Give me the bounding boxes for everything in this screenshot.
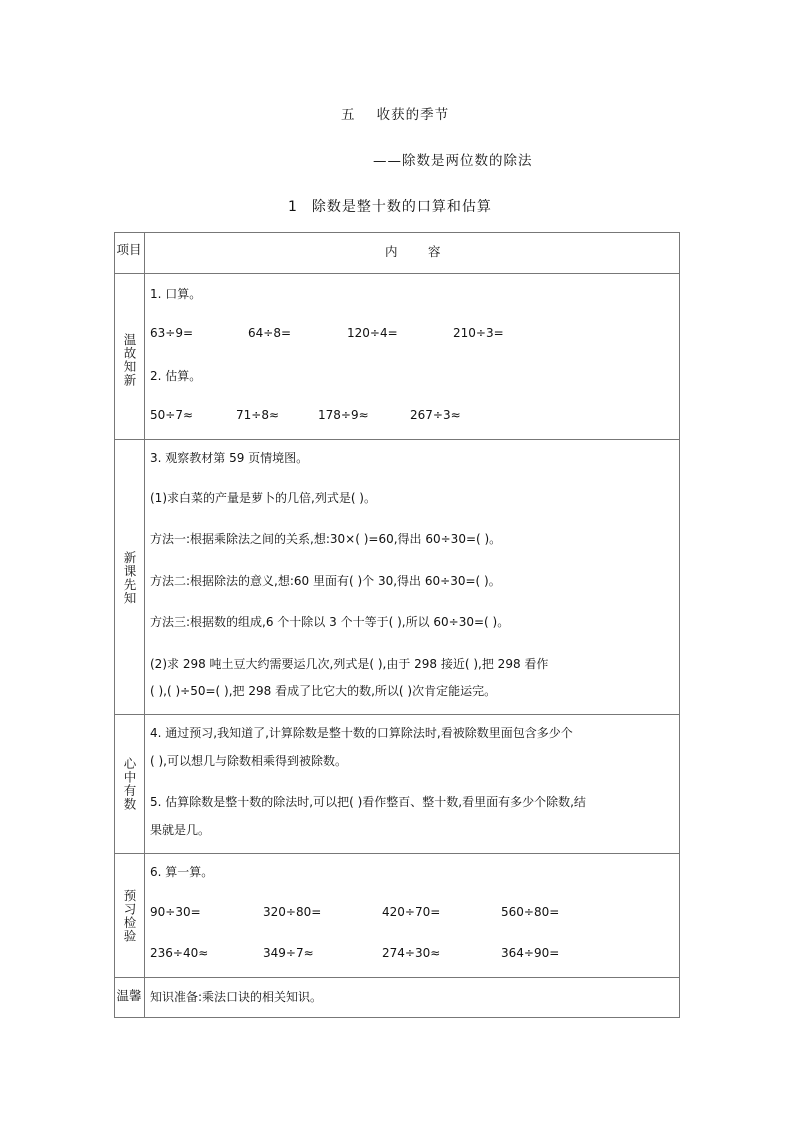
method-2: 方法二:根据除法的意义,想:60 里面有( )个 30,得出 60÷30=( )。 bbox=[150, 574, 501, 588]
oral-calc-item: 64÷8= bbox=[248, 326, 292, 340]
practice-item: 90÷30= bbox=[150, 905, 201, 919]
oral-calc-item: 120÷4= bbox=[347, 326, 398, 340]
section-heading bbox=[288, 196, 492, 216]
question-2-title: 2. 估算。 bbox=[150, 369, 202, 383]
row-label-review: 温故知新 bbox=[122, 333, 137, 387]
tip-text: 知识准备:乘法口诀的相关知识。 bbox=[150, 990, 323, 1004]
row-label-tip: 温馨 bbox=[116, 988, 142, 1003]
question-5-line-1: 5. 估算除数是整十数的除法时,可以把( )看作整百、整十数,看里面有多少个除数,结 bbox=[150, 795, 586, 809]
practice-item: 560÷80= bbox=[501, 905, 560, 919]
question-3-part-1: (1)求白菜的产量是萝卜的几倍,列式是( )。 bbox=[150, 491, 376, 505]
question-4-line-1: 4. 通过预习,我知道了,计算除数是整十数的口算除法时,看被除数里面包含多少个 bbox=[150, 726, 573, 740]
question-3-part-2-line-1: (2)求 298 吨土豆大约需要运几次,列式是( ),由于 298 接近( ),把 298 看作 bbox=[150, 657, 549, 671]
header-item-label: 项目 bbox=[116, 242, 142, 257]
row-label-new-lesson: 新课先知 bbox=[122, 551, 137, 605]
unit-subtitle: ——除数是两位数的除法 bbox=[373, 153, 533, 169]
column-divider bbox=[144, 232, 145, 1018]
estimate-item: 71÷8≈ bbox=[236, 408, 280, 422]
practice-item: 274÷30≈ bbox=[382, 946, 441, 960]
row-divider bbox=[114, 853, 680, 854]
practice-item: 320÷80= bbox=[263, 905, 322, 919]
row-label-practice: 预习检验 bbox=[122, 889, 137, 943]
practice-item: 420÷70= bbox=[382, 905, 441, 919]
question-5-line-2: 果就是几。 bbox=[150, 823, 211, 837]
oral-calc-item: 210÷3= bbox=[453, 326, 504, 340]
estimate-item: 178÷9≈ bbox=[318, 408, 369, 422]
row-divider bbox=[114, 714, 680, 715]
row-divider bbox=[114, 273, 680, 274]
header-content-label-a: 内 bbox=[385, 244, 398, 259]
question-1-title: 1. 口算。 bbox=[150, 287, 202, 301]
practice-item: 236÷40≈ bbox=[150, 946, 209, 960]
section-title: 除数是整十数的口算和估算 bbox=[311, 199, 492, 215]
row-label-summary: 心中有数 bbox=[122, 757, 137, 811]
question-6-title: 6. 算一算。 bbox=[150, 865, 214, 879]
unit-title: 五 收获的季节 bbox=[341, 107, 450, 123]
header-content-label-b: 容 bbox=[428, 244, 441, 259]
question-3-part-2-line-2: ( ),( )÷50=( ),把 298 看成了比它大的数,所以( )次肯定能运完。 bbox=[150, 684, 497, 698]
method-3: 方法三:根据数的组成,6 个十除以 3 个十等于( ),所以 60÷30=( )。 bbox=[150, 615, 510, 629]
method-1: 方法一:根据乘除法之间的关系,想:30×( )=60,得出 60÷30=( )。 bbox=[150, 532, 502, 546]
question-3: 3. 观察教材第 59 页情境图。 bbox=[150, 451, 309, 465]
practice-item: 364÷90= bbox=[501, 946, 560, 960]
row-divider bbox=[114, 439, 680, 440]
question-4-line-2: ( ),可以想几与除数相乘得到被除数。 bbox=[150, 754, 347, 768]
estimate-item: 267÷3≈ bbox=[410, 408, 461, 422]
oral-calc-item: 63÷9= bbox=[150, 326, 194, 340]
section-number: 1 bbox=[288, 199, 298, 215]
row-divider bbox=[114, 977, 680, 978]
estimate-item: 50÷7≈ bbox=[150, 408, 194, 422]
practice-item: 349÷7≈ bbox=[263, 946, 314, 960]
